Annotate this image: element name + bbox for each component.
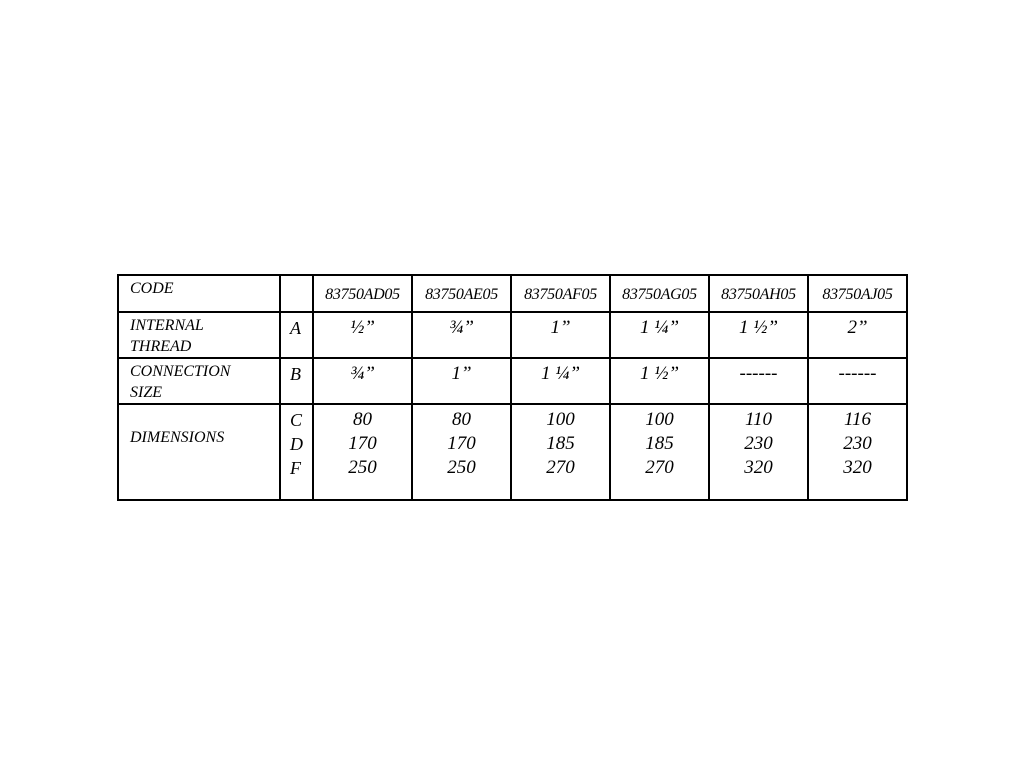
- specification-table: [117, 274, 908, 501]
- thread-value: 1”: [550, 317, 571, 338]
- internal-thread-letter-cell: [280, 312, 313, 358]
- dimension-cell: [412, 404, 511, 500]
- dimension-cell: [511, 404, 610, 500]
- connection-cell: [412, 358, 511, 404]
- connection-cell: [313, 358, 412, 404]
- connection-size-letter: B: [290, 364, 301, 384]
- dimension-f-value: 250: [348, 457, 377, 478]
- dimension-letter-c: C: [290, 410, 303, 430]
- thread-cell: [709, 312, 808, 358]
- connection-value: 1 ¼”: [540, 363, 581, 384]
- dimensions-letters: [281, 405, 312, 480]
- dimension-f-value: 250: [447, 457, 476, 478]
- internal-thread-row: [118, 312, 907, 358]
- thread-value: 2”: [847, 317, 868, 338]
- connection-size-label-line1: CONNECTION: [130, 363, 231, 380]
- connection-cell: [808, 358, 907, 404]
- code-row: [118, 275, 907, 312]
- dimensions-label-cell: [118, 404, 280, 500]
- dimension-d-value: 230: [843, 433, 872, 454]
- connection-cell: [709, 358, 808, 404]
- thread-value: ½”: [350, 317, 375, 338]
- dimension-c-value: 100: [546, 409, 575, 430]
- dimensions-label: DIMENSIONS: [130, 429, 225, 446]
- thread-value: 1 ¼”: [639, 317, 680, 338]
- dimension-d-value: 230: [744, 433, 773, 454]
- dimension-values: [809, 405, 906, 480]
- code-value: 83750AE05: [425, 286, 498, 303]
- dimension-c-value: 80: [452, 409, 471, 430]
- code-letter-cell: [280, 275, 313, 312]
- thread-cell: [412, 312, 511, 358]
- internal-thread-letter: A: [290, 318, 301, 338]
- dimension-c-value: 110: [744, 409, 773, 430]
- dimension-cell: [610, 404, 709, 500]
- code-cell: [313, 275, 412, 312]
- connection-size-label: [119, 359, 279, 403]
- connection-size-label-cell: [118, 358, 280, 404]
- code-cell: [511, 275, 610, 312]
- code-cell: [709, 275, 808, 312]
- dimension-c-value: 116: [843, 409, 872, 430]
- code-label: CODE: [130, 280, 174, 297]
- connection-cell: [511, 358, 610, 404]
- thread-cell: [808, 312, 907, 358]
- dimension-c-value: 100: [645, 409, 674, 430]
- dimension-values: [710, 405, 807, 480]
- thread-cell: [610, 312, 709, 358]
- dimension-d-value: 185: [546, 433, 575, 454]
- connection-value: ------: [739, 363, 778, 384]
- dimension-cell: [808, 404, 907, 500]
- dimension-letter-f: F: [290, 458, 301, 478]
- dimension-letter-d: D: [290, 434, 303, 454]
- connection-value: ------: [838, 363, 877, 384]
- code-value: 83750AF05: [524, 286, 597, 303]
- dimension-d-value: 185: [645, 433, 674, 454]
- code-value: 83750AJ05: [822, 286, 893, 303]
- dimensions-letter-cell: [280, 404, 313, 500]
- code-cell: [610, 275, 709, 312]
- dimension-c-value: 80: [353, 409, 372, 430]
- code-value: 83750AG05: [622, 286, 697, 303]
- connection-value: 1”: [451, 363, 472, 384]
- dimension-f-value: 320: [843, 457, 872, 478]
- code-cell: [412, 275, 511, 312]
- dimension-f-value: 270: [546, 457, 575, 478]
- connection-size-row: [118, 358, 907, 404]
- thread-value: 1 ½”: [738, 317, 779, 338]
- code-value: 83750AH05: [721, 286, 796, 303]
- internal-thread-label: [119, 313, 279, 357]
- dimensions-row: [118, 404, 907, 500]
- thread-cell: [511, 312, 610, 358]
- connection-value: 1 ½”: [639, 363, 680, 384]
- dimension-values: [611, 405, 708, 480]
- thread-value: ¾”: [449, 317, 474, 338]
- internal-thread-label-cell: [118, 312, 280, 358]
- connection-cell: [610, 358, 709, 404]
- connection-size-label-line2: SIZE: [130, 384, 162, 401]
- dimension-d-value: 170: [348, 433, 377, 454]
- code-value: 83750AD05: [325, 286, 400, 303]
- code-cell: [808, 275, 907, 312]
- dimension-d-value: 170: [447, 433, 476, 454]
- connection-value: ¾”: [350, 363, 375, 384]
- dimension-values: [314, 405, 411, 480]
- internal-thread-label-line1: INTERNAL: [130, 317, 204, 334]
- dimension-values: [512, 405, 609, 480]
- dimension-cell: [709, 404, 808, 500]
- dimension-f-value: 320: [744, 457, 773, 478]
- code-label-cell: [118, 275, 280, 312]
- connection-size-letter-cell: [280, 358, 313, 404]
- dimension-f-value: 270: [645, 457, 674, 478]
- dimension-values: [413, 405, 510, 480]
- dimension-cell: [313, 404, 412, 500]
- thread-cell: [313, 312, 412, 358]
- internal-thread-label-line2: THREAD: [130, 338, 192, 355]
